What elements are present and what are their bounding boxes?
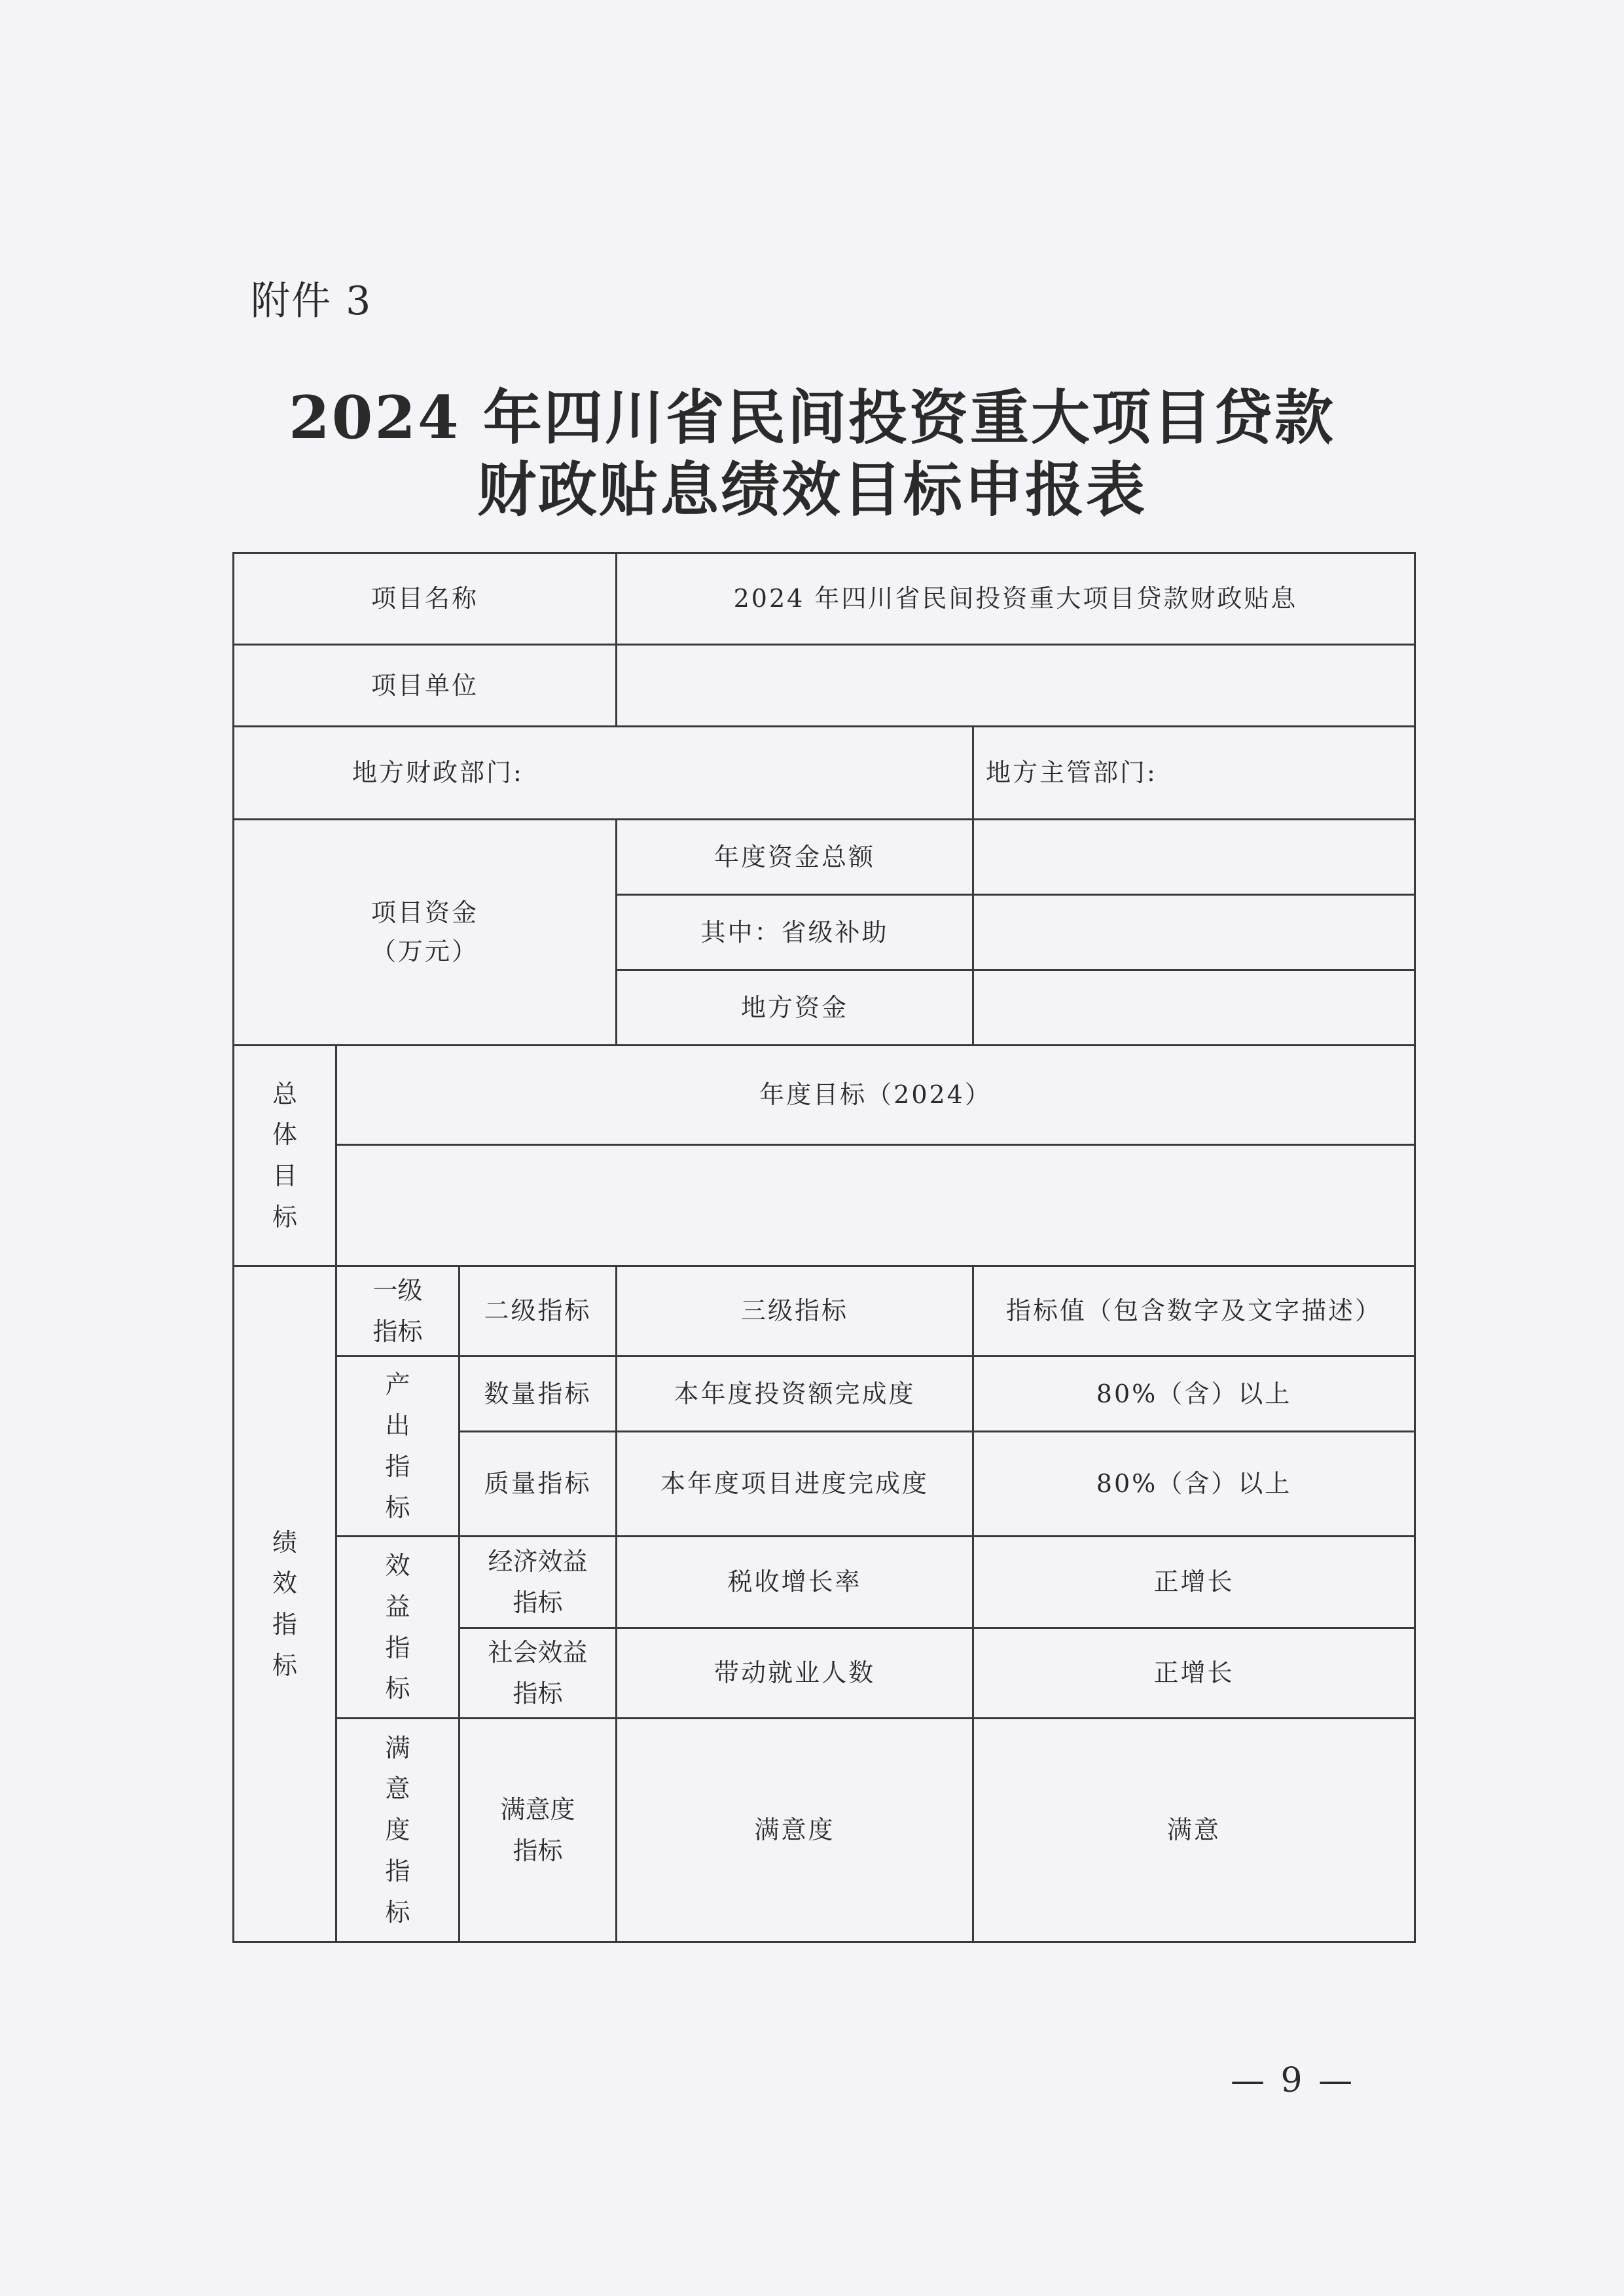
attachment-label: 附件 3 — [251, 278, 372, 324]
project-unit-value — [617, 645, 1415, 727]
quality-value: 80%（含）以上 — [973, 1432, 1415, 1537]
row-economic — [234, 1537, 1415, 1628]
annual-goal-value — [336, 1145, 1415, 1266]
satisfaction-level2: 满意度指标 — [460, 1719, 617, 1942]
row-indicator-headers — [234, 1266, 1415, 1357]
annual-total-label: 年度资金总额 — [617, 820, 973, 895]
page-number: — 9 — — [1231, 2061, 1356, 2100]
output-indicators-cell — [336, 1357, 460, 1537]
header-level1: 一级指标 — [336, 1266, 460, 1357]
overall-goal-cell — [234, 1046, 336, 1266]
economic-level3: 税收增长率 — [617, 1537, 973, 1628]
local-funds-value — [973, 970, 1415, 1046]
provincial-subsidy-label: 其中：省级补助 — [617, 895, 973, 970]
satisfaction-indicators-cell — [336, 1719, 460, 1942]
project-unit-label: 项目单位 — [234, 645, 617, 727]
row-satisfaction — [234, 1719, 1415, 1942]
economic-value: 正增长 — [973, 1537, 1415, 1628]
project-funds-label: 项目资金 — [370, 898, 478, 928]
row-project-unit — [234, 645, 1415, 727]
project-funds-cell — [234, 820, 617, 1046]
quantity-level3: 本年度投资额完成度 — [617, 1357, 973, 1432]
annual-goal-label: 年度目标（2024） — [336, 1046, 1415, 1145]
quality-level3: 本年度项目进度完成度 — [617, 1432, 973, 1537]
output-indicators-label: 产出指标 — [385, 1370, 410, 1522]
row-project-name — [234, 553, 1415, 645]
row-annual-goal-content — [234, 1145, 1415, 1266]
quality-level2: 质量指标 — [460, 1432, 617, 1537]
header-level3: 三级指标 — [617, 1266, 973, 1357]
annual-total-value — [973, 820, 1415, 895]
project-name-value: 2024 年四川省民间投资重大项目贷款财政贴息 — [617, 553, 1415, 645]
local-authority-department-label: 地方主管部门: — [973, 727, 1415, 820]
row-annual-total — [234, 820, 1415, 895]
local-finance-department-label: 地方财政部门: — [234, 727, 973, 820]
document-title-line-1: 2024 年四川省民间投资重大项目贷款 — [289, 383, 1335, 452]
document-title-line-2: 财政贴息绩效目标申报表 — [477, 455, 1147, 524]
provincial-subsidy-value — [973, 895, 1415, 970]
quantity-value: 80%（含）以上 — [973, 1357, 1415, 1432]
performance-target-form — [232, 552, 1416, 1943]
project-funds-unit: （万元） — [370, 937, 478, 966]
economic-level2: 经济效益指标 — [460, 1537, 617, 1628]
overall-goal-label: 总体目标 — [272, 1079, 297, 1231]
header-value: 指标值（包含数字及文字描述） — [973, 1266, 1415, 1357]
row-quantity — [234, 1357, 1415, 1432]
header-level2: 二级指标 — [460, 1266, 617, 1357]
performance-indicators-cell — [234, 1266, 336, 1942]
performance-indicators-label: 绩效指标 — [272, 1527, 297, 1680]
social-level3: 带动就业人数 — [617, 1628, 973, 1719]
benefit-indicators-cell — [336, 1537, 460, 1719]
social-value: 正增长 — [973, 1628, 1415, 1719]
social-level2: 社会效益指标 — [460, 1628, 617, 1719]
row-departments — [234, 727, 1415, 820]
satisfaction-indicators-label: 满意度指标 — [385, 1733, 410, 1927]
satisfaction-level3: 满意度 — [617, 1719, 973, 1942]
local-funds-label: 地方资金 — [617, 970, 973, 1046]
benefit-indicators-label: 效益指标 — [385, 1551, 410, 1704]
quantity-level2: 数量指标 — [460, 1357, 617, 1432]
satisfaction-value: 满意 — [973, 1719, 1415, 1942]
row-annual-goal-header — [234, 1046, 1415, 1145]
project-name-label: 项目名称 — [234, 553, 617, 645]
